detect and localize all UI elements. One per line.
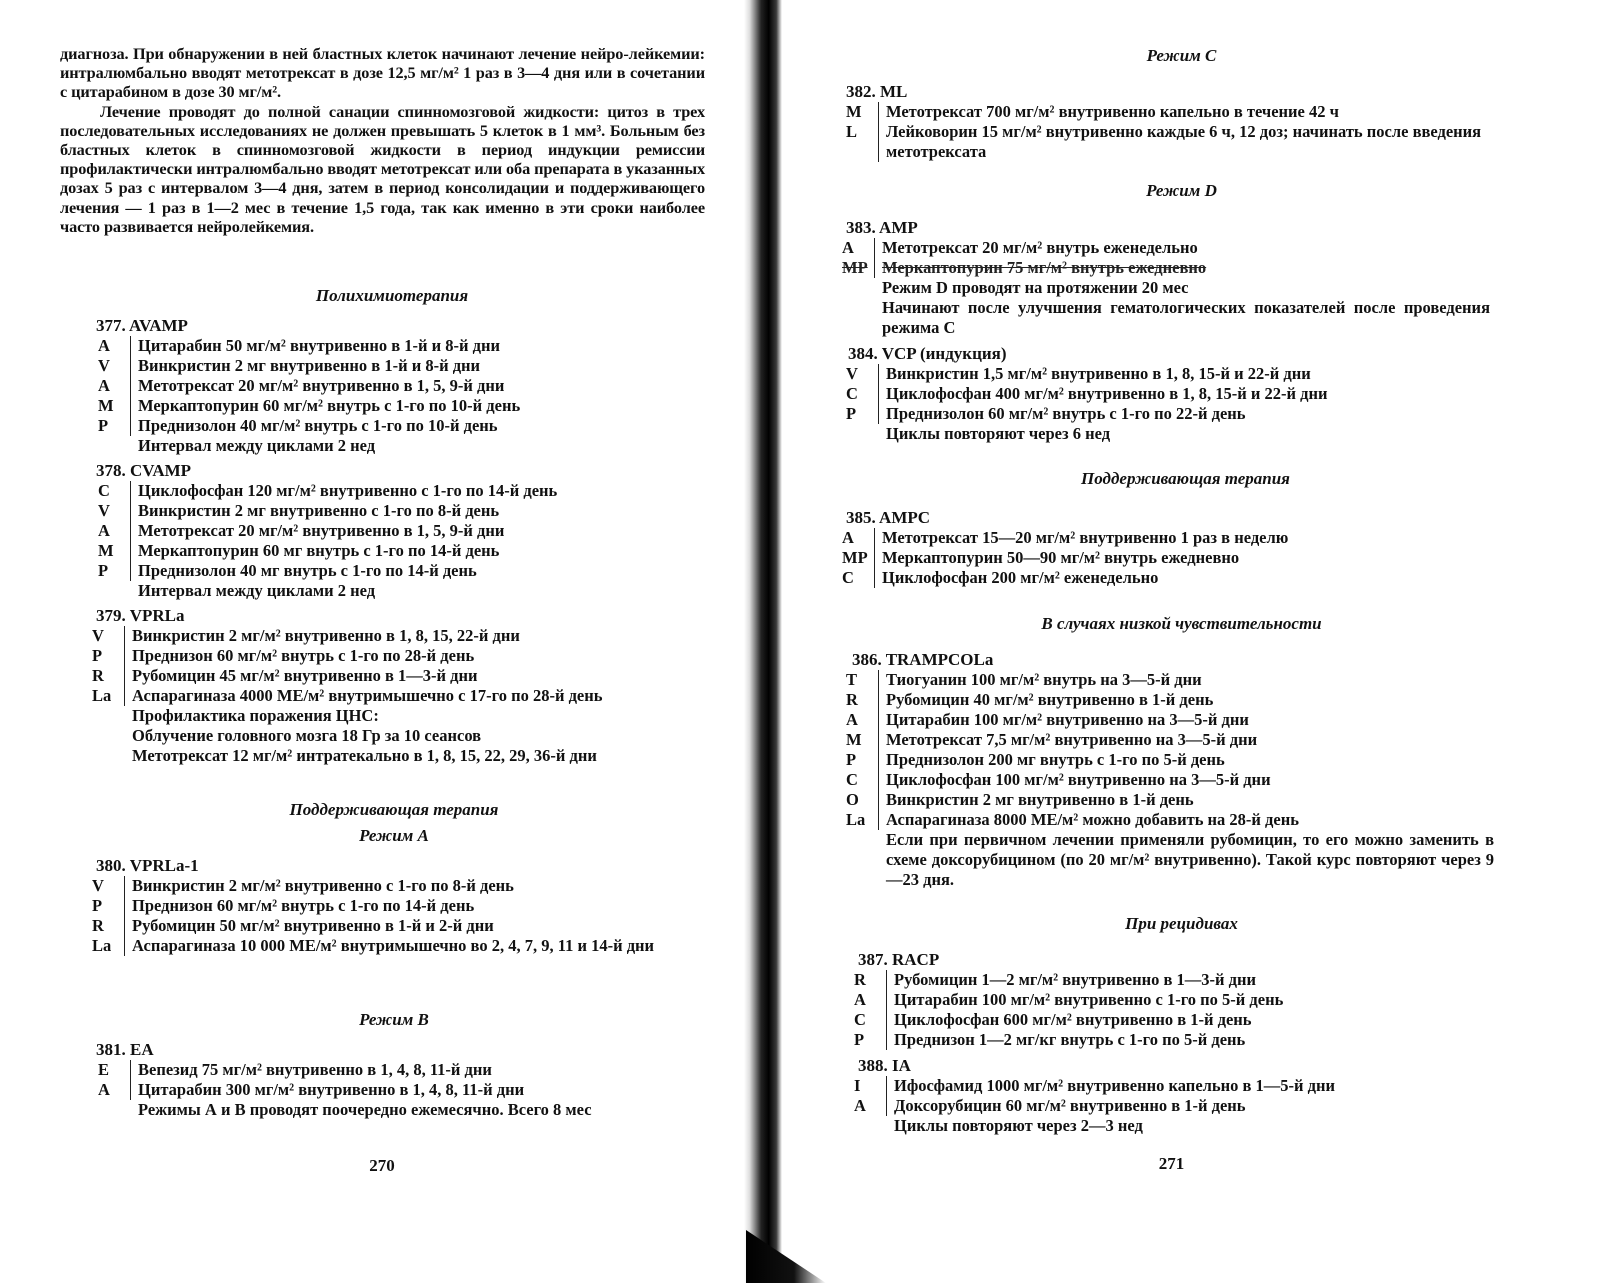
regimen-384 [844, 344, 1484, 444]
page-number: 271 [1158, 1154, 1185, 1173]
regimen-title: 378. CVAMP [96, 461, 192, 480]
drug-code: La [92, 686, 112, 705]
drug-desc: Меркаптопурин 60 мг внутрь с 1-го по 14-й день [130, 541, 716, 561]
regimen-note: Циклы повторяют через 6 нед [886, 424, 1111, 443]
regimen-rows [844, 102, 1484, 162]
drug-code: I [854, 1076, 861, 1095]
drug-code: C [854, 1010, 866, 1029]
regimen-386 [844, 650, 1494, 890]
heading-regime-a: Режим А [359, 826, 429, 845]
drug-desc: Винкристин 2 мг внутривенно в 1-й и 8-й дни [130, 356, 716, 376]
drug-desc: Преднизолон 40 мг/м² внутрь с 1-го по 10-й день [130, 416, 716, 436]
drug-desc: Меркаптопурин 50—90 мг/м² внутрь ежедневно [874, 548, 1490, 568]
heading-support-therapy: Поддерживающая терапия [1081, 469, 1290, 488]
drug-code: R [92, 916, 104, 935]
drug-code: A [854, 1096, 866, 1115]
drug-code: La [846, 810, 866, 829]
heading-polychemotherapy: Полихимиотерапия [315, 286, 469, 305]
drug-desc: Преднизолон 200 мг внутрь с 1-го по 5-й день [878, 750, 1494, 770]
regimen-title: 386. TRAMPCOLa [852, 650, 994, 669]
regimen-title: 381. EA [96, 1040, 154, 1059]
regimen-title: 385. AMPC [846, 508, 931, 527]
regimen-title: 377. AVAMP [96, 316, 188, 335]
left-page [0, 0, 744, 1283]
drug-code: MP [842, 258, 868, 277]
drug-code: P [846, 404, 857, 423]
drug-code: C [846, 384, 858, 403]
regimen-note: Если при первичном лечении применяли рубомицин, то его можно заменить в схеме доксорубицином (по 20 мг/м² внутривенно). Такой курс повторяют через 9—23 дня. [886, 830, 1494, 889]
heading-regime-c: Режим С [1146, 46, 1217, 65]
drug-desc: Метотрексат 20 мг/м² внутрь еженедельно [874, 238, 1490, 258]
drug-code: A [98, 521, 110, 540]
regimen-387 [852, 950, 1492, 1050]
regimen-rows [840, 238, 1490, 278]
drug-desc: Метотрексат 15—20 мг/м² внутривенно 1 раз в неделю [874, 528, 1490, 548]
regimen-381 [96, 1040, 716, 1120]
drug-code: P [98, 416, 109, 435]
drug-desc: Рубомицин 50 мг/м² внутривенно в 1-й и 2-й дни [124, 916, 715, 936]
regimen-382 [844, 82, 1484, 162]
drug-desc: Ифосфамид 1000 мг/м² внутривенно капельно в 1—5-й дни [886, 1076, 1492, 1096]
regimen-385 [840, 508, 1490, 588]
drug-code: V [92, 626, 104, 645]
intro-text [60, 44, 705, 236]
heading-relapse: При рецидивах [1125, 914, 1238, 933]
drug-code: C [846, 770, 858, 789]
drug-code: E [98, 1060, 110, 1079]
drug-desc: Цитарабин 50 мг/м² внутривенно в 1-й и 8-й дни [130, 336, 716, 356]
regimen-note: Режимы А и В проводят поочередно ежемесячно. Всего 8 мес [138, 1100, 592, 1119]
drug-desc: Меркаптопурин 60 мг/м² внутрь с 1-го по 10-й день [130, 396, 716, 416]
drug-desc: Метотрексат 20 мг/м² внутривенно в 1, 5, 9-й дни [130, 376, 716, 396]
drug-desc: Циклофосфан 600 мг/м² внутривенно в 1-й день [886, 1010, 1492, 1030]
regimen-rows [852, 1076, 1492, 1116]
drug-code: R [846, 690, 858, 709]
heading-regime-d: Режим D [1146, 181, 1217, 200]
drug-desc: Преднизолон 40 мг внутрь с 1-го по 14-й день [130, 561, 716, 581]
drug-code: A [98, 376, 110, 395]
drug-code: M [98, 396, 114, 415]
drug-desc: Циклофосфан 200 мг/м² еженедельно [874, 568, 1490, 588]
drug-code: C [842, 568, 854, 587]
drug-desc: Рубомицин 40 мг/м² внутривенно в 1-й день [878, 690, 1494, 710]
drug-desc: Преднизон 60 мг/м² внутрь с 1-го по 28-й день [124, 646, 720, 666]
heading-support-therapy: Поддерживающая терапия [289, 800, 499, 819]
drug-desc: Винкристин 2 мг/м² внутривенно с 1-го по 8-й день [124, 876, 715, 896]
intro-paragraph-1: диагноза. При обнаружении в ней бластных клеток начинают лечение нейро-лейкемии: интралюмбально вводят метотрексат в дозе 12,5 мг/м² 1 раз в 3—4 дня или в сочетании с цитарабином в дозе 30 мг/м². [60, 44, 705, 102]
drug-desc: Тиогуанин 100 мг/м² внутрь на 3—5-й дни [878, 670, 1494, 690]
drug-code: P [92, 646, 103, 665]
regimen-title: 379. VPRLa [96, 606, 185, 625]
regimen-rows [840, 528, 1490, 588]
drug-code: L [846, 122, 858, 141]
drug-code: T [846, 670, 858, 689]
drug-desc: Аспарагиназа 8000 МЕ/м² можно добавить на 28-й день [878, 810, 1494, 830]
drug-desc: Винкристин 2 мг внутривенно в 1-й день [878, 790, 1494, 810]
right-page [782, 0, 1601, 1283]
drug-desc: Цитарабин 300 мг/м² внутривенно в 1, 4, 8, 11-й дни [130, 1080, 716, 1100]
drug-desc: Аспарагиназа 10 000 МЕ/м² внутримышечно во 2, 4, 7, 9, 11 и 14-й дни [124, 936, 715, 956]
drug-code: A [98, 336, 110, 355]
regimen-rows [90, 876, 715, 956]
drug-desc: Меркаптопурин 75 мг/м² внутрь ежедневно [874, 258, 1490, 278]
regimen-title: 388. IA [858, 1056, 911, 1075]
drug-desc: Винкристин 2 мг/м² внутривенно в 1, 8, 15, 22-й дни [124, 626, 720, 646]
regimen-title: 387. RACP [858, 950, 940, 969]
drug-code: A [842, 238, 854, 257]
drug-desc: Винкристин 1,5 мг/м² внутривенно в 1, 8, 15-й и 22-й дни [878, 364, 1484, 384]
regimen-title: 383. AMP [846, 218, 918, 237]
drug-code: V [98, 501, 110, 520]
drug-code: MP [842, 548, 868, 567]
drug-desc: Циклофосфан 100 мг/м² внутривенно на 3—5-й дни [878, 770, 1494, 790]
drug-code: M [98, 541, 114, 560]
regimen-380 [90, 856, 715, 956]
drug-code: P [854, 1030, 865, 1049]
drug-desc: Доксорубицин 60 мг/м² внутривенно в 1-й день [886, 1096, 1492, 1116]
regimen-title: 382. ML [846, 82, 908, 101]
drug-desc: Вепезид 75 мг/м² внутривенно в 1, 4, 8, 11-й дни [130, 1060, 716, 1080]
regimen-383 [840, 218, 1490, 338]
drug-code: P [98, 561, 109, 580]
regimen-note: Начинают после улучшения гематологических показателей после проведения режима С [882, 298, 1490, 337]
regimen-378 [96, 461, 716, 601]
regimen-note: Облучение головного мозга 18 Гр за 10 сеансов [132, 726, 482, 745]
drug-desc: Рубомицин 1—2 мг/м² внутривенно в 1—3-й дни [886, 970, 1492, 990]
drug-code: R [92, 666, 104, 685]
drug-code: V [92, 876, 104, 895]
drug-desc: Рубомицин 45 мг/м² внутривенно в 1—3-й дни [124, 666, 720, 686]
regimen-388 [852, 1056, 1492, 1136]
regimen-note: Циклы повторяют через 2—3 нед [894, 1116, 1143, 1135]
regimen-rows [96, 1060, 716, 1100]
drug-code: P [846, 750, 857, 769]
regimen-note: Режим D проводят на протяжении 20 мес [882, 278, 1189, 297]
drug-code: La [92, 936, 112, 955]
regimen-title: 384. VCP (индукция) [848, 344, 1007, 363]
regimen-379 [90, 606, 720, 766]
drug-code: A [98, 1080, 110, 1099]
drug-desc: Метотрексат 7,5 мг/м² внутривенно на 3—5-й дни [878, 730, 1494, 750]
drug-desc: Метотрексат 20 мг/м² внутривенно в 1, 5, 9-й дни [130, 521, 716, 541]
drug-code: C [98, 481, 110, 500]
drug-desc: Преднизон 1—2 мг/кг внутрь с 1-го по 5-й день [886, 1030, 1492, 1050]
drug-code: A [846, 710, 858, 729]
regimen-377 [96, 316, 716, 456]
page-number: 270 [369, 1156, 395, 1175]
heading-regime-b: Режим B [359, 1010, 429, 1029]
drug-desc: Цитарабин 100 мг/м² внутривенно на 3—5-й дни [878, 710, 1494, 730]
regimen-note: Интервал между циклами 2 нед [138, 436, 376, 455]
regimen-rows [844, 670, 1494, 830]
drug-code: A [842, 528, 854, 547]
drug-desc: Аспарагиназа 4000 МЕ/м² внутримышечно с 17-го по 28-й день [124, 686, 720, 706]
drug-desc: Преднизолон 60 мг/м² внутрь с 1-го по 22-й день [878, 404, 1484, 424]
drug-code: M [846, 730, 862, 749]
regimen-note: Интервал между циклами 2 нед [138, 581, 376, 600]
drug-desc: Цитарабин 100 мг/м² внутривенно с 1-го по 5-й день [886, 990, 1492, 1010]
regimen-rows [852, 970, 1492, 1050]
regimen-rows [844, 364, 1484, 424]
heading-low-sensitivity: В случаях низкой чувствительности [1041, 614, 1322, 633]
drug-code: A [854, 990, 866, 1009]
drug-desc: Циклофосфан 120 мг/м² внутривенно с 1-го по 14-й день [130, 481, 716, 501]
drug-code: V [846, 364, 858, 383]
regimen-title: 380. VPRLa-1 [96, 856, 199, 875]
drug-code: O [846, 790, 859, 809]
drug-desc: Лейковорин 15 мг/м² внутривенно каждые 6 ч, 12 доз; начинать после введения метотрексата [878, 122, 1484, 162]
regimen-rows [90, 626, 720, 706]
regimen-note: Профилактика поражения ЦНС: [132, 706, 379, 725]
drug-code: R [854, 970, 866, 989]
drug-code: P [92, 896, 103, 915]
drug-desc: Преднизон 60 мг/м² внутрь с 1-го по 14-й день [124, 896, 715, 916]
drug-code: V [98, 356, 110, 375]
drug-desc: Метотрексат 700 мг/м² внутривенно капельно в течение 42 ч [878, 102, 1484, 122]
regimen-rows [96, 481, 716, 581]
regimen-note: Метотрексат 12 мг/м² интратекально в 1, 8, 15, 22, 29, 36-й дни [132, 746, 597, 765]
drug-desc: Винкристин 2 мг внутривенно с 1-го по 8-й день [130, 501, 716, 521]
drug-code: M [846, 102, 862, 121]
intro-paragraph-2: Лечение проводят до полной санации спинномозговой жидкости: цитоз в трех последовательных исследованиях не должен превышать 5 клеток в 1 мм³. Больным без бластных клеток в спинномозговой жидкости в период индукции ремиссии профилактически интралюмбально вводят метотрексат или оба препарата в указанных дозах 5 раз с интервалом 3—4 дня, затем в период консолидации и поддерживающего лечения — 1 раз в 1—2 мес в течение 1,5 года, так как именно в эти сроки наиболее часто развивается нейролейкемия. [60, 101, 705, 236]
drug-desc: Циклофосфан 400 мг/м² внутривенно в 1, 8, 15-й и 22-й дни [878, 384, 1484, 404]
regimen-rows [96, 336, 716, 436]
